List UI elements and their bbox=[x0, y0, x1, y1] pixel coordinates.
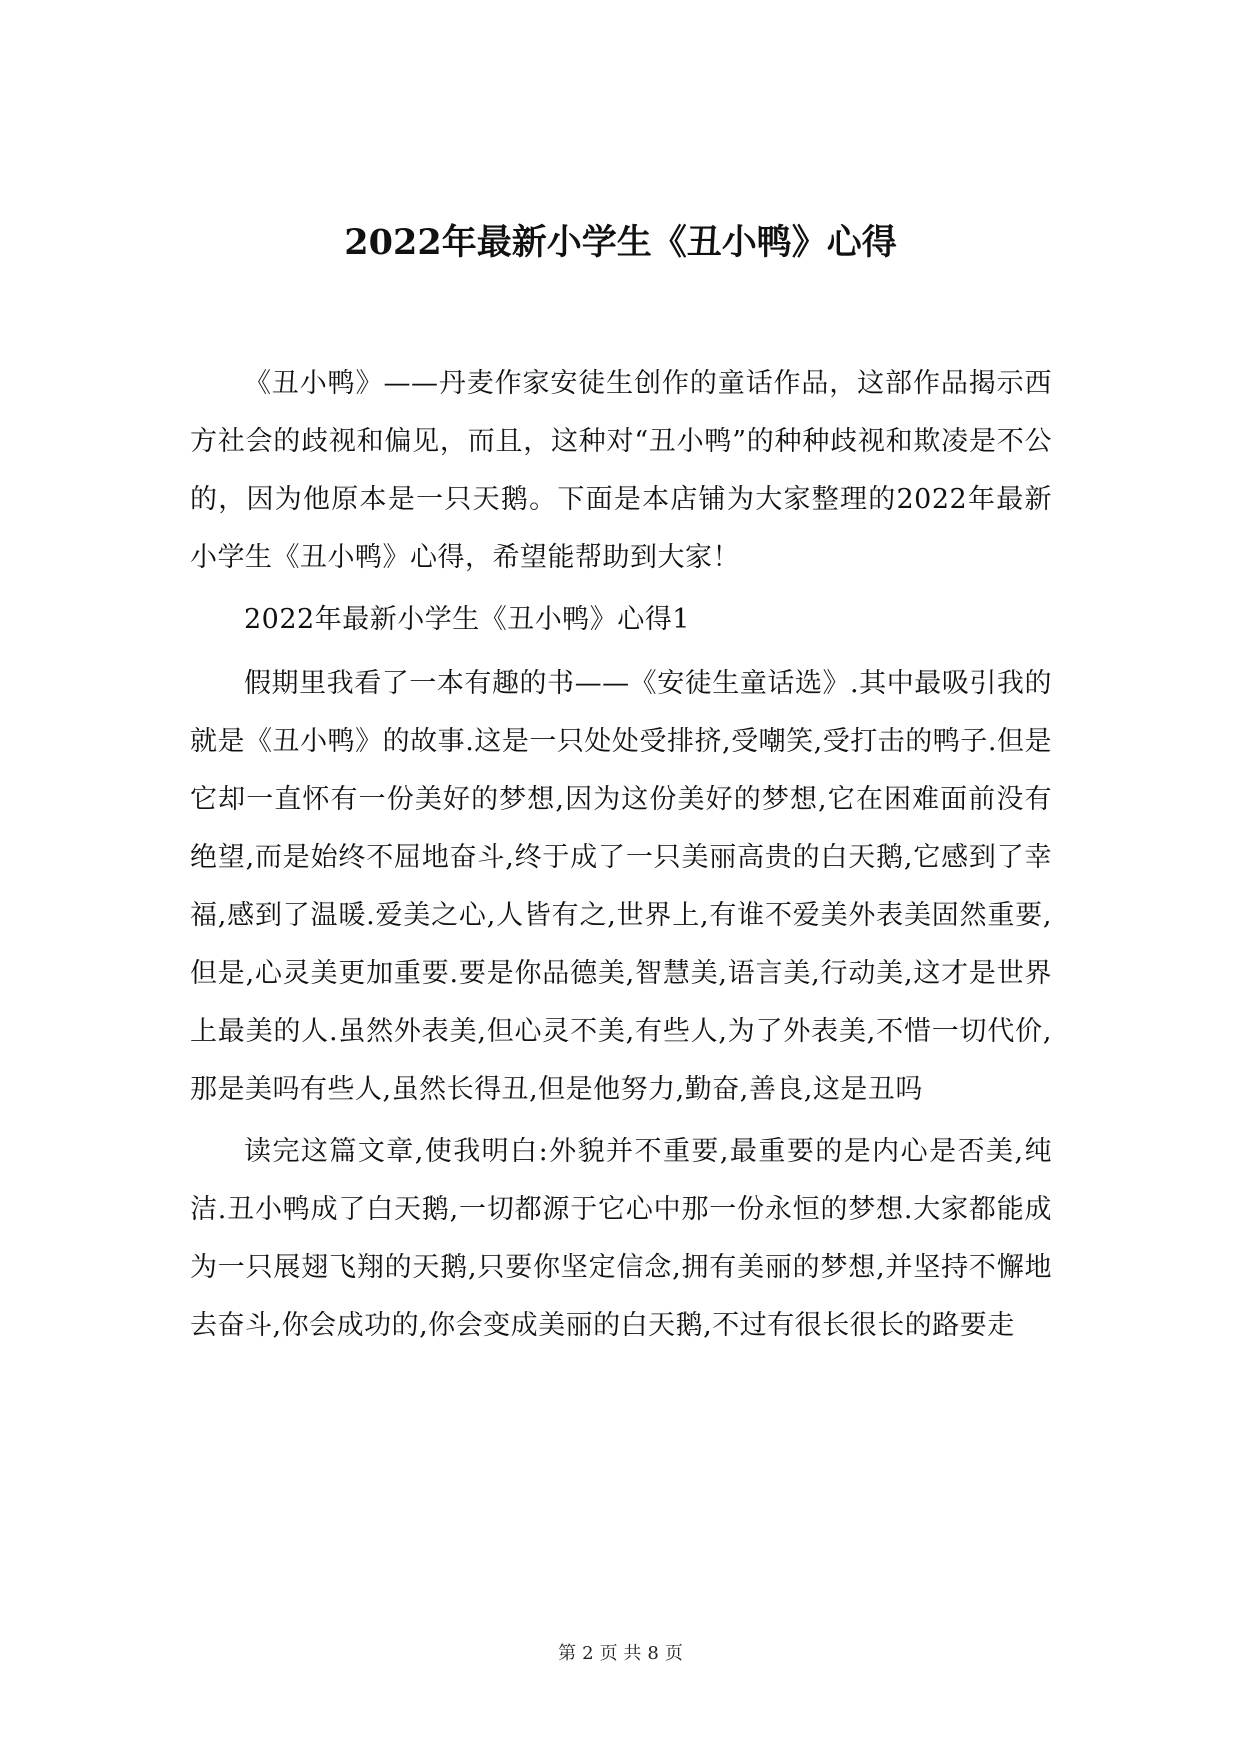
footer-prefix: 第 bbox=[558, 1643, 577, 1664]
footer-suffix: 页 bbox=[664, 1643, 683, 1664]
total-pages-number: 8 bbox=[647, 1643, 659, 1664]
footer-middle: 页 共 bbox=[599, 1643, 642, 1664]
body-paragraph-1: 假期里我看了一本有趣的书——《安徒生童话选》.其中最吸引我的就是《丑小鸭》的故事.这是一只处处受排挤,受嘲笑,受打击的鸭子.但是它却一直怀有一份美好的梦想,因为这份美好的梦想,它在困难面前没有绝望,而是始终不屈地奋斗,终于成了一只美丽高贵的白天鹅,它感到了幸福,感到了温暖.爱美之心,人皆有之,世界上,有谁不爱美外表美固然重要,但是,心灵美更加重要.要是你品德美,智慧美,语言美,行动美,这才是世界上最美的人.虽然外表美,但心灵不美,有些人,为了外表美,不惜一切代价,那是美吗有些人,虽然长得丑,但是他努力,勤奋,善良,这是丑吗 bbox=[190, 668, 1052, 1105]
document-title: 2022年最新小学生《丑小鸭》心得 bbox=[344, 222, 897, 263]
current-page-number: 2 bbox=[582, 1643, 594, 1664]
section-heading: 2022年最新小学生《丑小鸭》心得1 bbox=[244, 604, 690, 635]
document-body bbox=[190, 355, 1052, 1359]
page-footer bbox=[0, 1643, 1241, 1665]
body-paragraph-2: 读完这篇文章,使我明白:外貌并不重要,最重要的是内心是否美,纯洁.丑小鸭成了白天鹅,一切都源于它心中那一份永恒的梦想.大家都能成为一只展翅飞翔的天鹅,只要你坚定信念,拥有美丽的梦想,并坚持不懈地去奋斗,你会成功的,你会变成美丽的白天鹅,不过有很长很长的路要走 bbox=[190, 1136, 1052, 1341]
intro-paragraph: 《丑小鸭》——丹麦作家安徒生创作的童话作品，这部作品揭示西方社会的歧视和偏见，而且，这种对“丑小鸭”的种种歧视和欺凌是不公的，因为他原本是一只天鹅。下面是本店铺为大家整理的2022年最新小学生《丑小鸭》心得，希望能帮助到大家！ bbox=[190, 368, 1052, 573]
